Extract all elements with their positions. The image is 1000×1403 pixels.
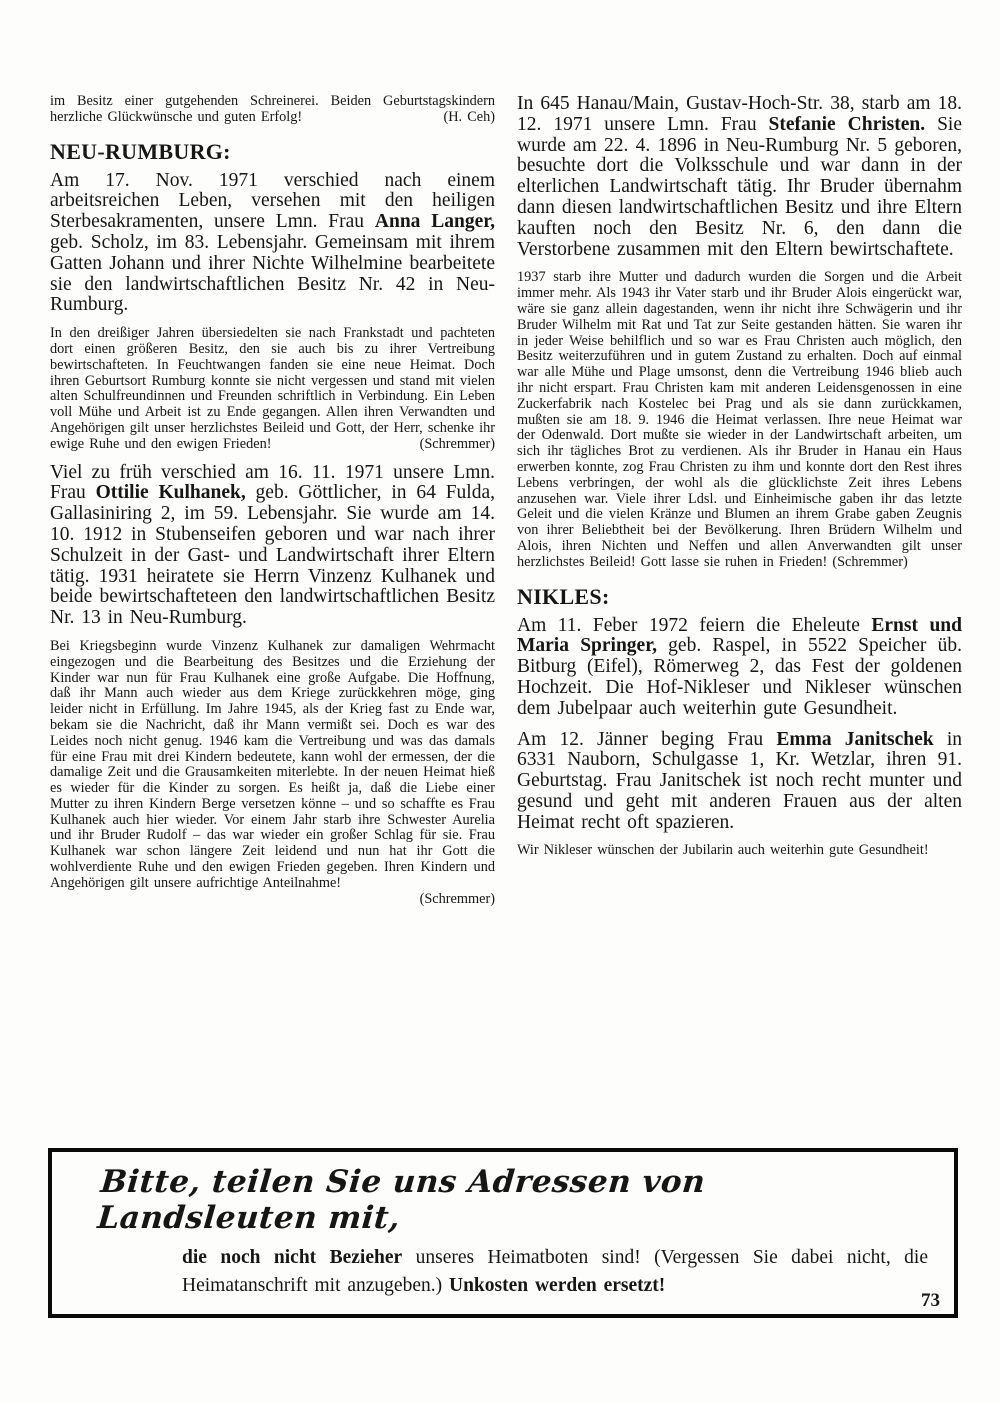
langer-detail-text: In den dreißiger Jahren übersiedelten sie nach Frankstadt und pachteten dort einen größeren Besitz, den sie auch bis zu ihrer Vertreibung bewirtschafteten. In Feuchtwangen fanden sie eine neue Heimat. Doch ihren Geburtsort Rumburg konnte sie nicht vergessen und stand mit vielen alten Schulfreundinnen und Freunden schriftlich in Verbindung. Ein Leben voll Mühe und Arbeit ist zu Ende gegangen. Allen ihren Verwandten und Angehörigen gilt unser herzlichstes Beileid und Gott, der Herr, schenke ihr ewige Ruhe und den ewigen Frieden! [50,325,495,452]
langer-text-post: geb. Scholz, im 83. Lebensjahr. Gemeinsam mit ihrem Gatten Johann und ihrer Nichte Wilhelmine bearbeitete sie den landwirtschaftlichen Besitz Nr. 42 in Neu-Rumburg. [50,231,495,316]
janitschek-name: Emma Janitschek [776,728,934,750]
kulhanek-name: Ottilie Kulhanek, [95,482,246,504]
left-column [50,94,495,1136]
janitschek-text-pre: Am 12. Jänner beging Frau [517,728,777,750]
page-number: 73 [921,1290,940,1311]
springer-text-post: geb. Raspel, in 5522 Speicher üb. Bitburg (Eifel), Römerweg 2, das Fest der goldenen Hochzeit. Die Hof-Nikleser und Nikleser wünschen dem Jubelpaar auch weiterhin gute Gesundheit. [517,635,962,719]
nikles-wish-paragraph: Wir Nikleser wünschen der Jubilarin auch weiterhin gute Gesundheit! [517,842,929,859]
intro-text: im Besitz einer gutgehenden Schreinerei. Beiden Geburtstagskindern herzliche Glückwünsche und guten Erfolg! [50,93,495,125]
kulhanek-text-post: geb. Göttlicher, in 64 Fulda, Gallasiniring 2, im 59. Lebensjahr. Sie wurde am 14. 10. 1912 in Stubenseifen geboren und war nach ihrer Schulzeit in der Gast- und Landwirtschaft ihrer Eltern tätig. 1931 heiratete sie Herrn Vinzenz Kulhanek und beide bewirtschafteteen den landwirtschaftlichen Besitz Nr. 13 in Neu-Rumburg. [50,482,495,629]
notice-box [48,1148,958,1318]
kulhanek-detail-signature: (Schremmer) [419,890,495,907]
notice-middle-text: unseres Heimatboten sind! (Vergessen Sie dabei nicht, die Heimatanschrift mit anzugeben.) [182,1247,928,1296]
obituary-ottilie-kulhanek-detail [50,639,495,908]
obituary-anna-langer-detail [50,326,495,452]
notice-bold-end: Unkosten werden ersetzt! [448,1275,666,1296]
right-column [517,94,962,1136]
intro-signature: (H. Ceh) [443,108,495,125]
notice-bold-lead: die noch nicht Bezieher [182,1247,403,1268]
intro-continuation-paragraph [50,94,495,126]
section-heading-neu-rumburg: NEU-RUMBURG: [50,138,231,164]
obituary-stefanie-christen [517,94,962,260]
springer-text-pre: Am 11. Feber 1972 feiern die Eheleute [517,614,872,636]
notice-body [182,1244,928,1300]
anniversary-springer [517,616,962,720]
christen-text-pre: In 645 Hanau/Main, Gustav-Hoch-Str. 38, starb am 18. 12. 1971 unsere Lmn. Frau [517,93,962,135]
kulhanek-detail-text: Bei Kriegsbeginn wurde Vinzenz Kulhanek zur damaligen Wehrmacht eingezogen und die Bearbeitung des Besitzes und die Erziehung der Kinder war nun für Frau Kulhanek eine große Aufgabe. Die Hoffnung, daß ihr Mann auch wieder aus dem Kriege zurückkehren möge, ging leider nicht in Erfüllung. Im Jahre 1945, als der Krieg fast zu Ende war, bekam sie die Nachricht, daß ihr Mann vermißt sei. Doch es war des Leides noch nicht genug. 1946 kam die Vertreibung und was das damals für eine Frau mit drei Kindern bedeutete, kann wohl der ermessen, der die damalige Zeit und die Grausamkeiten miterlebte. In der neuen Heimat hieß es wieder für die Kinder zu sorgen. Es heißt ja, daß die Liebe einer Mutter zu ihren Kindern Berge versetzen könne – und so schaffte es Frau Kulhanek auch hier wieder. Vor einem Jahr starb ihre Schwester Aurelia und ihr Bruder Rudolf – das war wieder ein großer Schlag für sie. Frau Kulhanek war schon längere Zeit leidend und nun hat ihr Gott die wohlverdiente Ruhe und den ewigen Frieden gegeben. Ihren Kindern und Angehörigen gilt unsere aufrichtige Anteilnahme! [50,637,495,891]
obituary-anna-langer [50,171,495,317]
birthday-janitschek [517,730,962,834]
springer-names: Ernst und Maria Springer, [517,614,962,657]
christen-name: Stefanie Christen. [768,113,926,135]
obituary-ottilie-kulhanek [50,463,495,629]
christen-detail-text: 1937 starb ihre Mutter und dadurch wurden die Sorgen und die Arbeit immer mehr. Als 1943 ihr Vater starb und ihr Bruder Alois eingerückt war, wäre sie ganz allein dagestanden, wenn ihr nicht ihre Schwägerin und ihr Bruder Wilhelm mit Rat und Tat zur Seite gestanden hätten. Sie waren ihr in jeder Weise behilflich und so war es Frau Christen auch möglich, den Besitz weiterzuführen und in gutem Zustand zu erhalten. Doch auf einmal war alle Mühe und Plage umsonst, denn die Vertreibung 1946 blieb auch ihr nicht erspart. Frau Christen kam mit anderen Leidensgenossen in eine Zuckerfabrik nach Kostelec bei Prag und als sie dann zurückkamen, mußten sie am 18. 9. 1946 die Heimat verlassen. Ihre neue Heimat war der Odenwald. Dort mußte sie wieder in der Landwirtschaft arbeiten, um sich ihr tägliches Brot zu verdienen. Als ihr Bruder in Hanau ein Haus erwerben konnte, zog Frau Christen zu ihm und konnte dort den Rest ihres Lebens verbringen, der wohl als die glücklichste Zeit ihres Lebens anzusehen war. Viele ihrer Ldsl. und Einheimische gaben ihr das letzte Geleit und die vielen Kränze und Blumen an ihrem Grabe gaben Zeugnis von ihrer Beliebtheit bei der Bevölkerung. Ihren Brüdern Wilhelm und Alois, ihren Nichten und Neffen und allen Anverwandten gilt unser herzlichstes Beileid! Gott lasse sie ruhen in Frieden! (Schremmer) [517,269,962,570]
notice-headline: Bitte, teilen Sie uns Adressen von Landsleuten mit, [96,1164,707,1236]
section-heading-nikles: NIKLES: [517,583,610,609]
langer-detail-signature: (Schremmer) [419,435,495,452]
langer-text-pre: Am 17. Nov. 1971 verschied nach einem arbeitsreichen Leben, versehen mit den heiligen Sterbesakramenten, unsere Lmn. Frau [50,169,495,233]
kulhanek-text-pre: Viel zu früh verschied am 16. 11. 1971 unsere Lmn. Frau [50,461,495,504]
janitschek-text-post: in 6331 Nauborn, Schulgasse 1, Kr. Wetzlar, ihren 91. Geburtstag. Frau Janitschek ist noch recht munter und gesund und geht mit anderen Frauen aus der alten Heimat recht oft spazieren. [517,728,962,833]
obituary-stefanie-christen-detail [517,270,962,570]
langer-name: Anna Langer, [374,211,495,233]
christen-text-post: Sie wurde am 22. 4. 1896 in Neu-Rumburg Nr. 5 geboren, besuchte dort die Volksschule und war dann in der elterlichen Landwirtschaft tätig. Ihr Bruder übernahm dann diesen landwirtschaftlichen Besitz und ihre Eltern kauften noch den Besitz Nr. 6, den dann die Verstorbene zusammen mit den Eltern bewirtschaftete. [517,113,962,260]
